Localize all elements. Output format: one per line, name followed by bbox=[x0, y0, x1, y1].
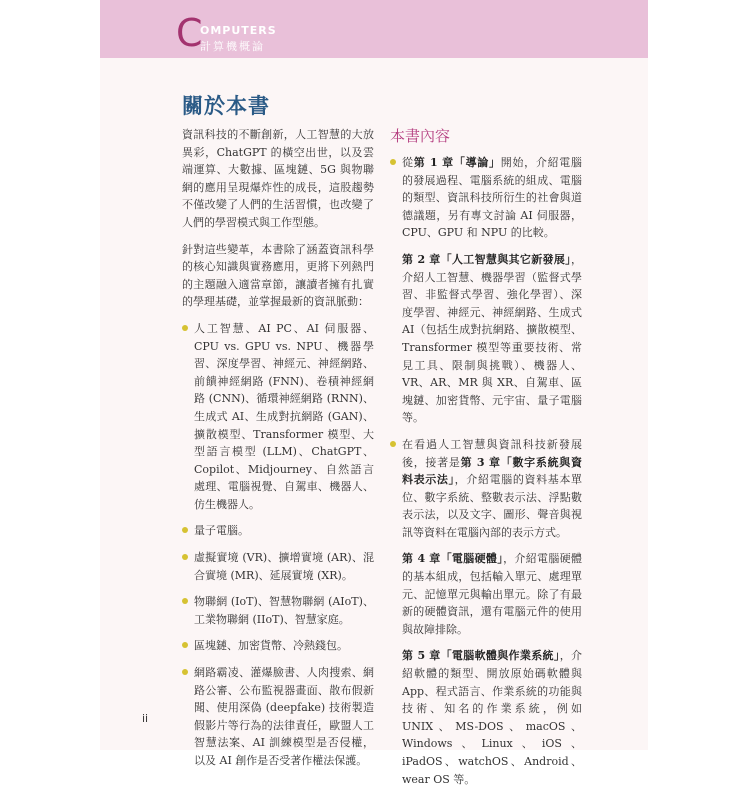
list-item: 區塊鏈、加密貨幣、冷熱錢包。 bbox=[182, 637, 374, 655]
logo-letter: C bbox=[176, 11, 203, 55]
bullet-dot-icon bbox=[182, 669, 188, 675]
topic-list bbox=[182, 320, 374, 770]
chapter-header-band bbox=[100, 0, 648, 58]
chapter-2-text: 第 2 章「人工智慧與其它新發展」，介紹人工智慧、機器學習（監督式學習、非監督式學習、強化學習）、深度學習、神經元、神經網路、生成式 AI（包括生成對抗網路、擴散模型、Transformer 模型等重要技術、常見工具、限制與挑戰）、機器人、VR、AR、MR 與 XR、自駕車、區塊鏈、加密貨幣、元宇宙、量子電腦等。 bbox=[402, 252, 582, 425]
page-number: ii bbox=[142, 712, 149, 725]
bullet-dot-icon bbox=[390, 441, 396, 447]
logo-word: OMPUTERS bbox=[200, 24, 277, 37]
list-item: 量子電腦。 bbox=[182, 522, 374, 540]
chapter-4-text: 第 4 章「電腦硬體」，介紹電腦硬體的基本組成，包括輸入單元、處理單元、記憶單元與輸出單元。除了有最新的硬體資訊，還有電腦元件的使用與故障排除。 bbox=[402, 552, 583, 636]
chapter-1-text: 從第 1 章「導論」開始，介紹電腦的發展過程、電腦系統的組成、電腦的類型、資訊科技所衍生的社會與道德議題，另有專文討論 AI 伺服器，CPU、GPU 和 NPU 的比較。 bbox=[402, 156, 583, 240]
intro-paragraph-2: 針對這些變革，本書除了涵蓋資訊科學的核心知識與實務應用，更將下列熱門的主題融入適當章節，讓讀者擁有扎實的學理基礎，並掌握最新的資訊脈動： bbox=[182, 242, 374, 309]
list-item: 物聯網 (IoT)、智慧物聯網 (AIoT)、工業物聯網 (IIoT)、智慧家庭。 bbox=[182, 593, 374, 628]
bullet-dot-icon bbox=[182, 325, 188, 331]
bullet-dot-icon bbox=[390, 159, 396, 165]
bullet-dot-icon bbox=[182, 598, 188, 604]
page-title: 關於本書 bbox=[182, 94, 270, 118]
bullet-dot-icon bbox=[182, 554, 188, 560]
list-item bbox=[390, 436, 582, 788]
bullet-dot-icon bbox=[182, 642, 188, 648]
intro-paragraph-1: 資訊科技的不斷創新，人工智慧的大放異彩，ChatGPT 的橫空出世，以及雲端運算、大數據、區塊鏈、5G 與物聯網的應用呈現爆炸性的成長，這股趨勢不僅改變了人們的生活習慣，也改變了人們的學習模式與工作型態。 bbox=[182, 128, 374, 229]
logo-subtitle: 計算機概論 bbox=[200, 40, 265, 53]
bullet-dot-icon bbox=[182, 527, 188, 533]
list-item bbox=[390, 154, 582, 427]
chapter-list bbox=[390, 154, 582, 788]
list-item: 虛擬實境 (VR)、擴增實境 (AR)、混合實境 (MR)、延展實境 (XR)。 bbox=[182, 549, 374, 584]
left-column bbox=[182, 126, 374, 779]
section-subtitle: 本書內容 bbox=[390, 127, 451, 145]
book-page bbox=[100, 0, 648, 786]
chapter-3-text: 在看過人工智慧與資訊科技新發展後，接著是第 3 章「數字系統與資料表示法」，介紹電腦的資料基本單位、數字系統、整數表示法、浮點數表示法，以及文字、圖形、聲音與視訊等資料在電腦內部的表示方式。 bbox=[402, 437, 583, 539]
list-item: 人工智慧、AI PC、AI 伺服器、CPU vs. GPU vs. NPU、機器學習、深度學習、神經元、神經網路、前饋神經網路 (FNN)、卷積神經網路 (CNN)、循環神經網路 (RNN)、生成式 AI、生成對抗網路 (GAN)、擴散模型、Transformer 模型、大型語言模型 (LLM)、ChatGPT、Copilot、Midjourney、自然語言處理、電腦視覺、自駕車、機器人、仿生機器人。 bbox=[182, 320, 374, 514]
chapter-5-text: 第 5 章「電腦軟體與作業系統」，介紹軟體的類型、開放原始碼軟體與 App、程式語言、作業系統的功能與技術、知名的作業系統，例如 UNIX、MS-DOS、macOS、Windows、Linux、iOS、iPadOS、watchOS、Android、wear OS 等。 bbox=[402, 649, 583, 786]
right-column bbox=[390, 126, 582, 797]
list-item: 網路霸凌、灌爆臉書、人肉搜索、網路公審、公布監視器畫面、散布假新聞、使用深偽 (deepfake) 技術製造假影片等行為的法律責任，歐盟人工智慧法案、AI 訓練模型是否侵權，以及 AI 創作是否受著作權法保護。 bbox=[182, 664, 374, 770]
